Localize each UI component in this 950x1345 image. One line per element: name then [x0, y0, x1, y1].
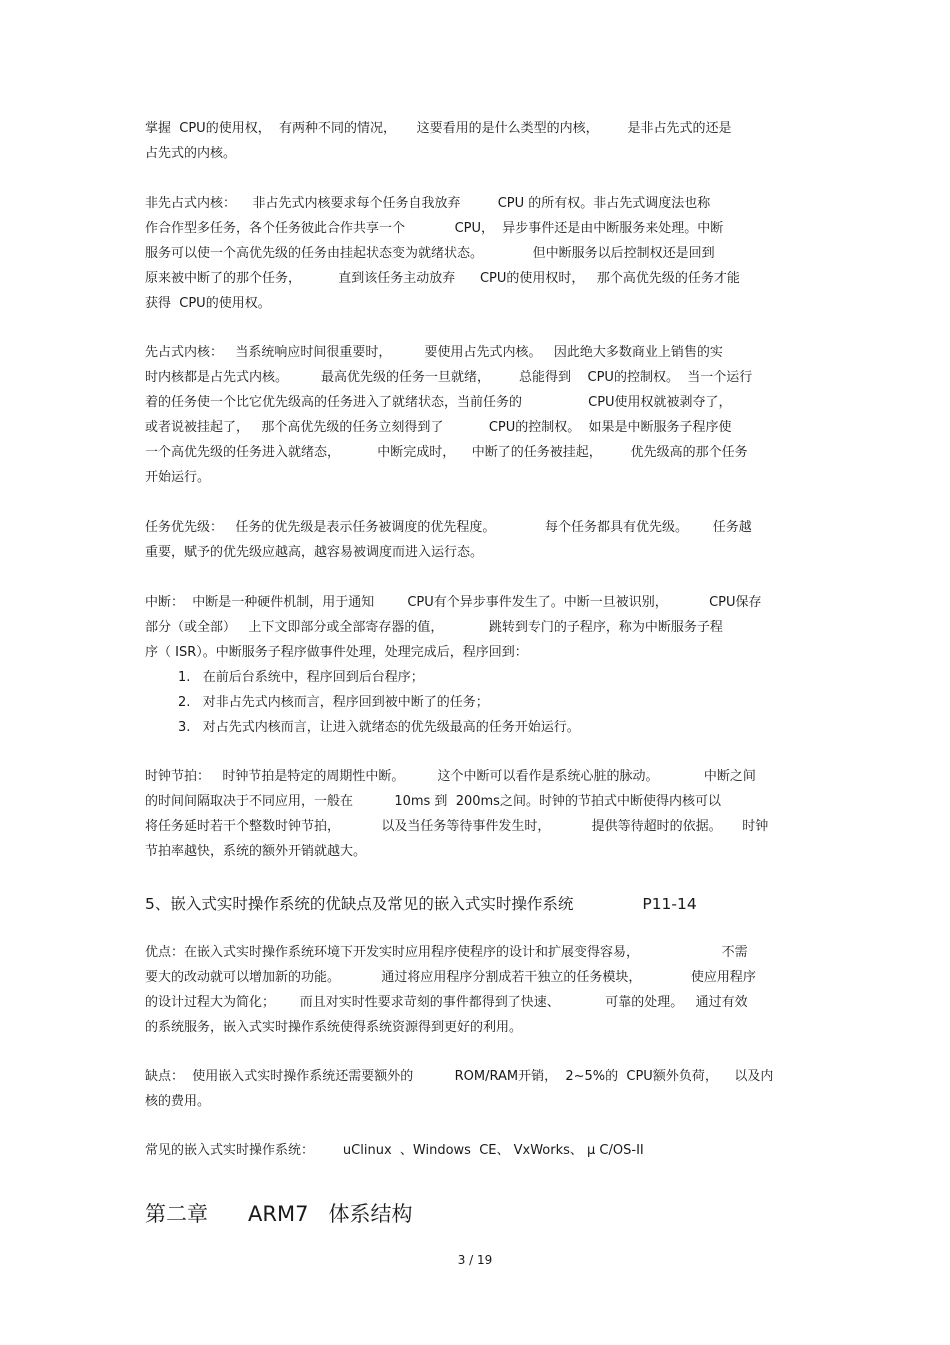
- text-line: 常见的嵌入式实时操作系统： uClinux 、Windows CE、 VxWorks、 μ C/OS-II: [145, 1143, 644, 1158]
- text-line: 先占式内核： 当系统响应时间很重要时， 要使用占先式内核。 因此绝大多数商业上销售的实: [145, 345, 723, 360]
- paragraph-clock-tick: [145, 764, 810, 864]
- text-line: 的系统服务，嵌入式实时操作系统使得系统资源得到更好的利用。: [145, 1020, 523, 1035]
- text-line: 时钟节拍： 时钟节拍是特定的周期性中断。 这个中断可以看作是系统心脏的脉动。 中断之间: [145, 769, 756, 784]
- text-line: 部分（或全部） 上下文即部分或全部寄存器的值， 跳转到专门的子程序，称为中断服务子程: [145, 620, 723, 635]
- text-line: 缺点： 使用嵌入式实时操作系统还需要额外的 ROM/RAM开销， 2~5%的 CPU额外负荷， 以及内: [145, 1069, 774, 1084]
- page-number: 3 / 19: [457, 1253, 493, 1267]
- text-line: 核的费用。: [145, 1094, 211, 1109]
- text-line: 序（ ISR）。中断服务子程序做事件处理，处理完成后，程序回到：: [145, 645, 528, 660]
- text-line: 任务优先级： 任务的优先级是表示任务被调度的优先程度。 每个任务都具有优先级。 任务越: [145, 520, 752, 535]
- text-line: 时内核都是占先式内核。 最高优先级的任务一旦就绪， 总能得到 CPU的控制权。 当一个运行: [145, 370, 753, 385]
- text-line: 一个高优先级的任务进入就绪态， 中断完成时， 中断了的任务被挂起， 优先级高的那个任务: [145, 445, 748, 460]
- text-line: 节拍率越快，系统的额外开销就越大。: [145, 844, 367, 859]
- list-item: 2. 对非占先式内核而言，程序回到被中断了的任务；: [178, 695, 489, 710]
- paragraph-common-rtos: [145, 1138, 810, 1163]
- paragraph-preemptive-kernel: [145, 340, 810, 490]
- text-line: 优点：在嵌入式实时操作系统环境下开发实时应用程序使程序的设计和扩展变得容易， 不需: [145, 945, 748, 960]
- text-line: 原来被中断了的那个任务， 直到该任务主动放弃 CPU的使用权时， 那个高优先级的任务才能: [145, 271, 740, 286]
- text-line: 重要，赋予的优先级应越高，越容易被调度而进入运行态。: [145, 545, 484, 560]
- paragraph-disadvantages: [145, 1064, 810, 1114]
- paragraph-cpu-usage: [145, 116, 810, 166]
- paragraph-non-preemptive-kernel: [145, 191, 810, 316]
- interrupt-return-list: [145, 665, 810, 740]
- section-heading: 5、嵌入式实时操作系统的优缺点及常见的嵌入式实时操作系统 P11-14: [145, 895, 697, 913]
- text-line: 中断： 中断是一种硬件机制，用于通知 CPU有个异步事件发生了。中断一旦被识别， CPU保存: [145, 595, 762, 610]
- text-line: 占先式的内核。: [145, 146, 237, 161]
- text-line: 开始运行。: [145, 470, 211, 485]
- text-line: 获得 CPU的使用权。: [145, 296, 271, 311]
- text-line: 服务可以使一个高优先级的任务由挂起状态变为就绪状态。 但中断服务以后控制权还是回到: [145, 246, 715, 261]
- paragraph-interrupt: [145, 590, 810, 740]
- paragraph-task-priority: [145, 515, 810, 565]
- text-line: 要大的改动就可以增加新的功能。 通过将应用程序分割成若干独立的任务模块， 使应用程序: [145, 970, 756, 985]
- text-line: 的设计过程大为简化； 而且对实时性要求苛刻的事件都得到了快速、 可靠的处理。 通过有效: [145, 995, 748, 1010]
- list-item: 1. 在前后台系统中，程序回到后台程序；: [178, 670, 424, 685]
- list-item: 3. 对占先式内核而言，让进入就绪态的优先级最高的任务开始运行。: [178, 720, 580, 735]
- text-line: 着的任务使一个比它优先级高的任务进入了就绪状态，当前任务的 CPU使用权就被剥夺了，: [145, 395, 732, 410]
- text-line: 或者说被挂起了， 那个高优先级的任务立刻得到了 CPU的控制权。 如果是中断服务子程序使: [145, 420, 732, 435]
- chapter-title: 第二章 ARM7 体系结构: [145, 1202, 413, 1226]
- text-line: 作合作型多任务，各个任务彼此合作共享一个 CPU， 异步事件还是由中断服务来处理。中断: [145, 221, 724, 236]
- text-line: 非先占式内核： 非占先式内核要求每个任务自我放弃 CPU 的所有权。非占先式调度法也称: [145, 196, 711, 211]
- text-line: 将任务延时若干个整数时钟节拍， 以及当任务等待事件发生时， 提供等待超时的依据。 时钟: [145, 819, 769, 834]
- text-line: 掌握 CPU的使用权， 有两种不同的情况， 这要看用的是什么类型的内核， 是非占先式的还是: [145, 121, 732, 136]
- paragraph-advantages: [145, 940, 810, 1040]
- text-line: 的时间间隔取决于不同应用，一般在 10ms 到 200ms之间。时钟的节拍式中断使得内核可以: [145, 794, 721, 809]
